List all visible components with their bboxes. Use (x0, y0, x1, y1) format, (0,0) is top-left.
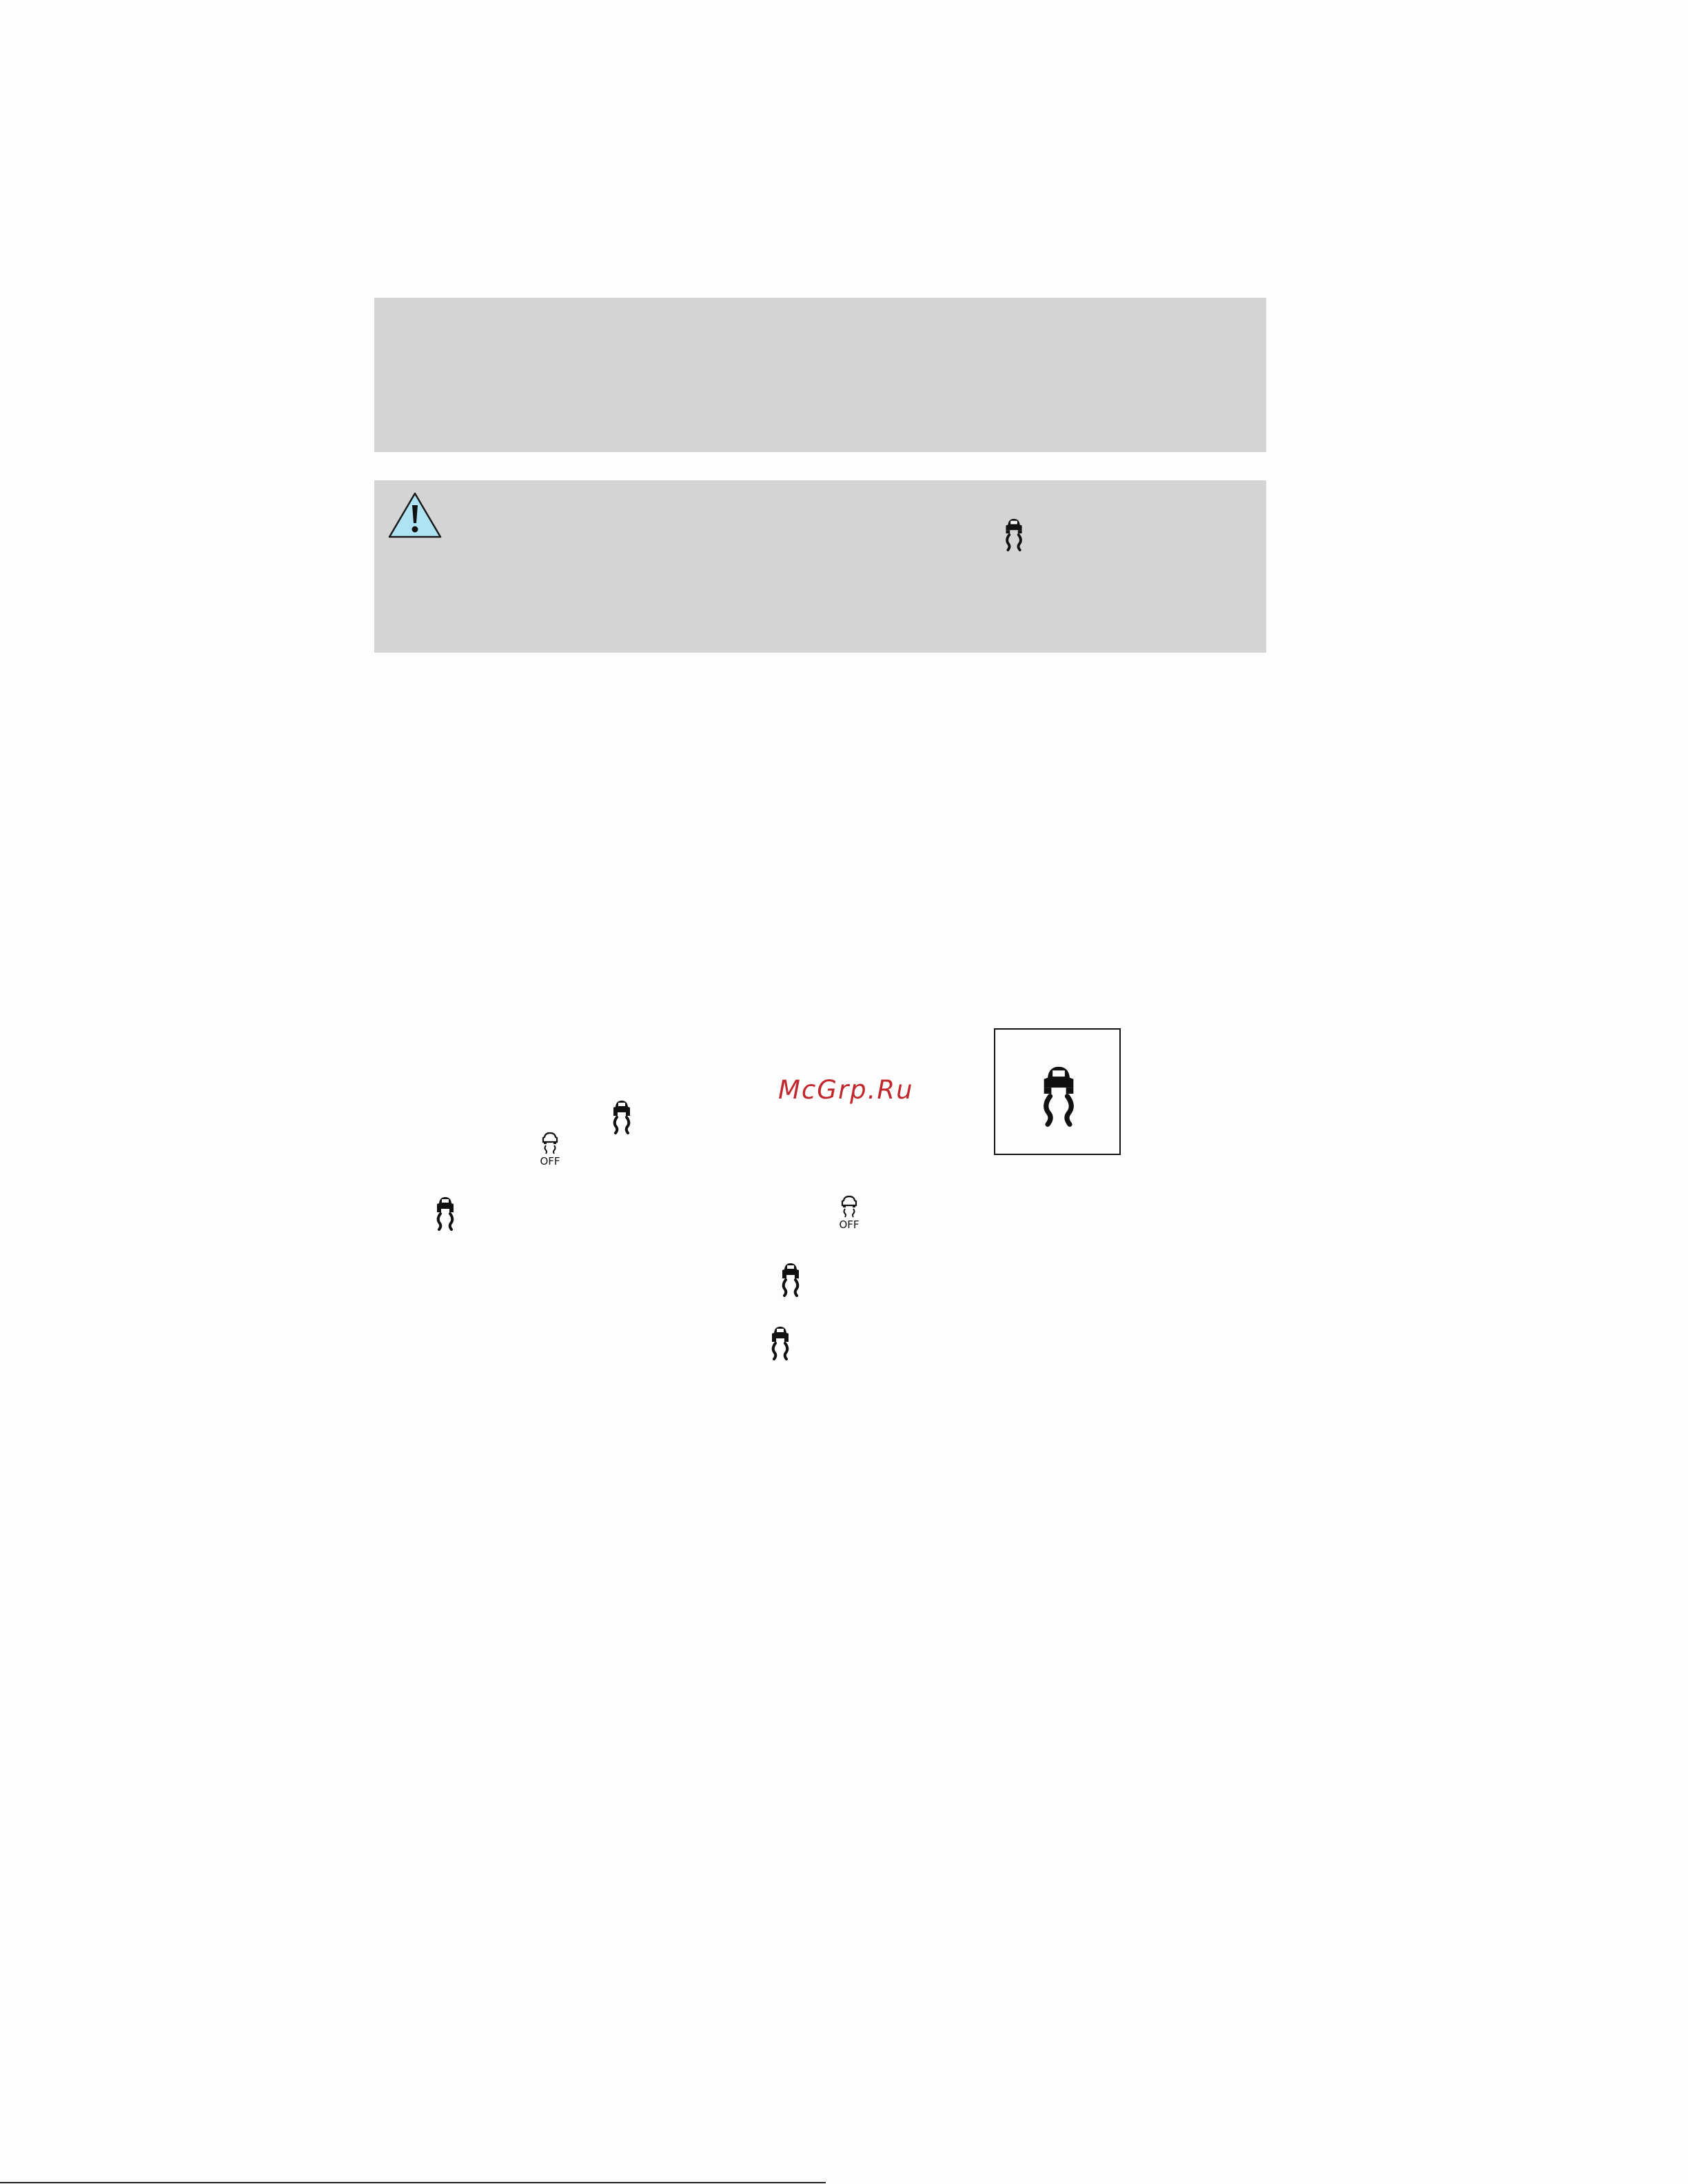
watermark: McGrp.Ru (778, 1075, 914, 1105)
traction-off-label: OFF (540, 1155, 560, 1166)
warning-triangle-icon (387, 491, 443, 540)
notice-panel (374, 298, 1266, 452)
traction-control-off-icon (837, 1194, 862, 1229)
traction-control-icon (609, 1097, 634, 1134)
traction-off-label: OFF (839, 1218, 860, 1229)
traction-control-icon (433, 1194, 458, 1231)
warning-panel (374, 480, 1266, 653)
traction-control-icon (1001, 516, 1026, 551)
footer-rule (0, 2182, 826, 2183)
traction-control-off-icon (538, 1130, 562, 1166)
traction-control-icon (768, 1323, 793, 1360)
traction-control-icon (778, 1260, 803, 1297)
traction-control-icon (1037, 1056, 1081, 1132)
